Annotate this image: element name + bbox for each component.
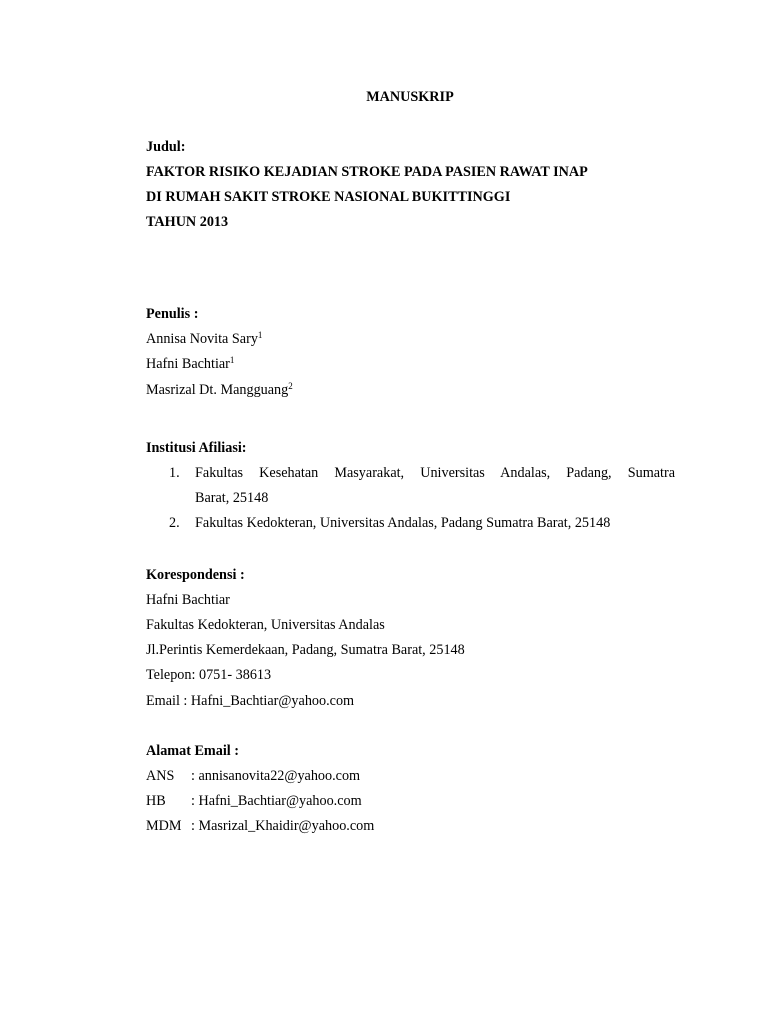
author-affiliation-sup: 1 [257, 330, 263, 340]
author-2 [146, 355, 234, 373]
affiliation-1-line-2: Barat, 25148 [195, 490, 269, 506]
author-3 [146, 381, 293, 399]
correspondent-email: Email : Hafni_Bachtiar@yahoo.com [146, 693, 355, 709]
affiliation-number: 1. [169, 465, 180, 481]
judul-line-2: DI RUMAH SAKIT STROKE NASIONAL BUKITTINGGI [146, 189, 511, 205]
correspondent-faculty: Fakultas Kedokteran, Universitas Andalas [146, 617, 385, 633]
email-entry [146, 792, 362, 810]
correspondent-address: Jl.Perintis Kemerdekaan, Padang, Sumatra Barat, 25148 [146, 642, 465, 658]
affiliation-1-line-1: Fakultas Kesehatan Masyarakat, Universitas Andalas, Padang, Sumatra [195, 465, 675, 481]
korespondensi-label: Korespondensi : [146, 567, 245, 583]
correspondent-phone: Telepon: 0751- 38613 [146, 667, 272, 683]
correspondent-name: Hafni Bachtiar [146, 592, 230, 608]
affiliation-2: Fakultas Kedokteran, Universitas Andalas, Padang Sumatra Barat, 25148 [195, 515, 611, 531]
alamat-email-label: Alamat Email : [146, 743, 239, 759]
email-code: HB [146, 793, 166, 809]
judul-line-3: TAHUN 2013 [146, 214, 229, 230]
email-address: : annisanovita22@yahoo.com [191, 768, 361, 784]
penulis-label: Penulis : [146, 306, 199, 322]
judul-line-1: FAKTOR RISIKO KEJADIAN STROKE PADA PASIEN RAWAT INAP [146, 164, 588, 180]
judul-label: Judul: [146, 139, 186, 155]
author-affiliation-sup: 2 [288, 381, 293, 391]
author-1 [146, 330, 262, 348]
author-affiliation-sup: 1 [229, 355, 235, 365]
page-title: MANUSKRIP [366, 89, 454, 105]
author-name: Masrizal Dt. Mangguang [146, 382, 289, 398]
email-entry [146, 767, 360, 785]
email-code: ANS [146, 768, 175, 784]
affiliation-number: 2. [169, 515, 180, 531]
email-code: MDM [146, 818, 182, 834]
email-address: : Masrizal_Khaidir@yahoo.com [191, 818, 375, 834]
author-name: Annisa Novita Sary [146, 331, 258, 347]
institusi-label: Institusi Afiliasi: [146, 440, 247, 456]
email-entry [146, 817, 374, 835]
email-address: : Hafni_Bachtiar@yahoo.com [191, 793, 362, 809]
author-name: Hafni Bachtiar [146, 356, 230, 372]
